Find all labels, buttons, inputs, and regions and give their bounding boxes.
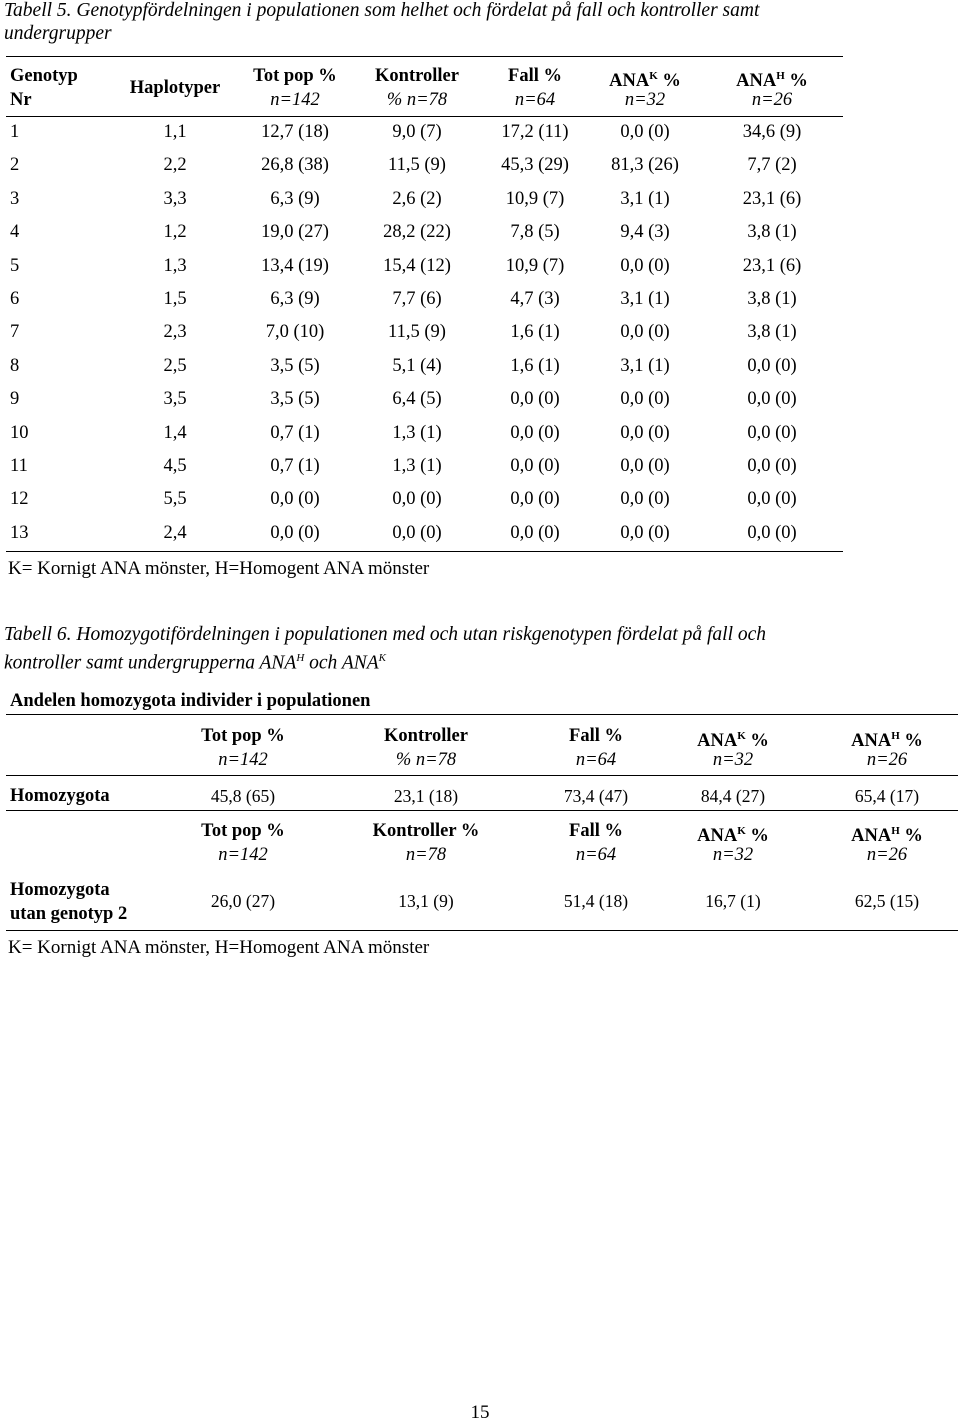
table5-cell-ana-h: 7,7 (2) <box>747 155 797 176</box>
table5-cell-nr: 4 <box>10 222 20 243</box>
table6-h2-totpop-n: n=142 <box>218 845 268 865</box>
table5-cell-ana-k: 0,0 (0) <box>620 456 670 476</box>
table6-h1-ana-k: $ANA^K$ % <box>697 730 769 752</box>
table5-footnote: K= Kornigt ANA mönster, H=Homogent ANA mönster <box>8 558 430 579</box>
table6-section-title: Andelen homozygota individer i populationen <box>10 691 371 711</box>
table5-header-totpop: Tot pop % <box>253 66 337 86</box>
table5-cell-nr: 7 <box>10 322 20 343</box>
table5-cell-kontroller: 28,2 (22) <box>383 222 451 243</box>
table5-cell-fall: 10,9 (7) <box>505 188 565 209</box>
table5-cell-fall: 1,6 (1) <box>510 355 560 376</box>
table5-cell-ana-h: 3,8 (1) <box>747 222 797 243</box>
table5-cell-nr: 3 <box>10 188 20 209</box>
table5-cell-fall: 0,0 (0) <box>510 489 560 510</box>
table5-cell-ana-h: 0,0 (0) <box>747 422 797 443</box>
table6-row2-totpop: 26,0 (27) <box>210 891 276 911</box>
table6-row1-totpop: 45,8 (65) <box>210 786 276 806</box>
table6-row1-kontroller: 23,1 (18) <box>393 786 459 806</box>
table5-cell-fall: 17,2 (11) <box>501 122 569 142</box>
table6-h1-kontroller-n: % n=78 <box>395 750 457 770</box>
table5-cell-fall: 0,0 (0) <box>510 389 560 410</box>
table5-cell-kontroller: 7,7 (6) <box>392 289 442 309</box>
table6-footnote: K= Kornigt ANA mönster, H=Homogent ANA mönster <box>8 937 430 958</box>
table5-header-ana-k-n: n=32 <box>624 90 666 110</box>
table5-cell-fall: 0,0 (0) <box>510 456 560 476</box>
table5-cell-ana-h: 34,6 (9) <box>742 122 802 142</box>
table6-row1-fall: 73,4 (47) <box>563 786 629 806</box>
table5-cell-fall: 0,0 (0) <box>510 422 560 443</box>
table6-top-rule <box>6 714 958 715</box>
table6-h1-totpop: Tot pop % <box>201 726 285 746</box>
table5-cell-ana-k: 0,0 (0) <box>620 522 670 543</box>
table5-caption-line2: undergrupper <box>4 23 112 44</box>
table5-header-ana-k: $ANA^K$ % <box>609 70 681 92</box>
table5-cell-ana-h: 3,8 (1) <box>747 322 797 343</box>
table5-cell-kontroller: 6,4 (5) <box>392 389 442 410</box>
table6-h1-kontroller: Kontroller <box>384 726 468 746</box>
table5-header-nr: Nr <box>10 90 32 110</box>
table5-cell-fall: 45,3 (29) <box>501 155 569 176</box>
page-number: 15 <box>470 1402 490 1423</box>
table5-cell-fall: 0,0 (0) <box>510 522 560 543</box>
table5-cell-nr: 13 <box>10 522 29 543</box>
table6-row1-label: Homozygota <box>10 786 110 806</box>
table5-cell-ana-k: 0,0 (0) <box>620 389 670 410</box>
table5-cell-haplotyp: 1,5 <box>163 289 187 309</box>
table5-cell-totpop: 6,3 (9) <box>270 188 320 209</box>
table5-cell-totpop: 0,0 (0) <box>270 522 320 543</box>
table5-header-ana-h: $ANA^H$ % <box>736 70 808 92</box>
table5-header-totpop-n: n=142 <box>270 90 320 110</box>
table5-cell-haplotyp: 1,2 <box>163 222 187 243</box>
table5-cell-ana-h: 0,0 (0) <box>747 389 797 410</box>
table5-cell-nr: 5 <box>10 255 20 276</box>
table6-h2-ana-h: $ANA^H$ % <box>851 825 923 847</box>
table5-cell-totpop: 13,4 (19) <box>261 255 329 276</box>
table5-cell-nr: 2 <box>10 155 20 176</box>
table6-row2-ana-h: 62,5 (15) <box>854 891 920 911</box>
table5-cell-fall: 10,9 (7) <box>505 255 565 276</box>
table5-cell-haplotyp: 3,3 <box>163 188 187 209</box>
table5-cell-kontroller: 0,0 (0) <box>392 489 442 510</box>
table5-cell-ana-k: 81,3 (26) <box>611 155 679 176</box>
table5-cell-nr: 12 <box>10 489 29 510</box>
table5-cell-fall: 4,7 (3) <box>510 289 560 309</box>
table5-cell-haplotyp: 1,3 <box>163 255 187 276</box>
table5-cell-totpop: 0,0 (0) <box>270 489 320 510</box>
table6-h2-kontroller: Kontroller % <box>372 821 480 841</box>
table6-h2-fall-n: n=64 <box>575 845 617 865</box>
table5-cell-ana-h: 3,8 (1) <box>747 289 797 309</box>
table6-row2-ana-k: 16,7 (1) <box>705 891 761 911</box>
table6-h1-fall: Fall % <box>569 726 623 746</box>
table6-row2-fall: 51,4 (18) <box>563 891 629 911</box>
table5-cell-kontroller: 9,0 (7) <box>392 122 442 142</box>
table5-cell-haplotyp: 5,5 <box>163 489 187 510</box>
table5-cell-totpop: 12,7 (18) <box>261 122 329 142</box>
table5-top-rule <box>6 56 843 57</box>
table5-cell-kontroller: 5,1 (4) <box>392 355 442 376</box>
table6-row1-rule <box>6 810 958 811</box>
table5-cell-nr: 9 <box>10 389 20 410</box>
table5-cell-ana-k: 0,0 (0) <box>620 422 670 443</box>
table6-h2-ana-h-n: n=26 <box>866 845 908 865</box>
table5-cell-totpop: 26,8 (38) <box>261 155 329 176</box>
table5-cell-haplotyp: 2,5 <box>163 355 187 376</box>
table5-cell-kontroller: 0,0 (0) <box>392 522 442 543</box>
table5-cell-ana-k: 3,1 (1) <box>620 355 670 376</box>
table5-header-kontroller-n: % n=78 <box>386 90 448 110</box>
table5-cell-totpop: 0,7 (1) <box>270 422 320 443</box>
table5-cell-ana-h: 0,0 (0) <box>747 456 797 476</box>
table6-caption-line2: kontroller samt undergrupperna $ANA^H$ och $ANA^K$ <box>4 652 386 674</box>
table5-cell-ana-k: 0,0 (0) <box>620 255 670 276</box>
table6-bottom-rule <box>6 930 958 931</box>
table5-cell-nr: 10 <box>10 422 29 443</box>
table6-row2-label-line1: Homozygota <box>10 880 110 900</box>
table5-cell-ana-h: 0,0 (0) <box>747 522 797 543</box>
table5-cell-nr: 8 <box>10 355 20 376</box>
table5-cell-ana-k: 0,0 (0) <box>620 489 670 510</box>
table5-bottom-rule <box>6 551 843 552</box>
table5-cell-ana-h: 23,1 (6) <box>742 255 802 276</box>
table6-row1-ana-k: 84,4 (27) <box>700 786 766 806</box>
table6-h2-totpop: Tot pop % <box>201 821 285 841</box>
table5-cell-kontroller: 1,3 (1) <box>392 422 442 443</box>
table5-cell-haplotyp: 3,5 <box>163 389 187 410</box>
table5-header-haplotyper: Haplotyper <box>129 78 221 98</box>
table6-h2-ana-k-n: n=32 <box>712 845 754 865</box>
table5-cell-kontroller: 1,3 (1) <box>392 456 442 476</box>
table5-cell-kontroller: 15,4 (12) <box>383 255 451 276</box>
table5-cell-ana-k: 3,1 (1) <box>620 289 670 309</box>
table5-cell-haplotyp: 1,4 <box>163 422 187 443</box>
table6-caption-line1: Tabell 6. Homozygotifördelningen i populationen med och utan riskgenotypen fördelat på fall och <box>4 624 767 645</box>
table5-cell-ana-h: 0,0 (0) <box>747 489 797 510</box>
table5-cell-fall: 7,8 (5) <box>510 222 560 243</box>
table5-cell-totpop: 7,0 (10) <box>265 322 325 343</box>
table5-header-fall-n: n=64 <box>514 90 556 110</box>
table5-header-kontroller: Kontroller <box>375 66 459 86</box>
table5-cell-ana-h: 23,1 (6) <box>742 188 802 209</box>
table5-cell-haplotyp: 4,5 <box>163 456 187 476</box>
table5-cell-kontroller: 11,5 (9) <box>388 155 446 176</box>
table6-h2-fall: Fall % <box>569 821 623 841</box>
table5-cell-ana-k: 0,0 (0) <box>620 122 670 142</box>
table6-row2-label-line2: utan genotyp 2 <box>10 904 128 924</box>
table5-caption-line1: Tabell 5. Genotypfördelningen i populationen som helhet och fördelat på fall och kontroller samt <box>4 0 760 21</box>
table5-cell-haplotyp: 2,4 <box>163 522 187 543</box>
table5-header-rule <box>6 116 843 117</box>
table5-cell-kontroller: 2,6 (2) <box>392 188 442 209</box>
table5-cell-totpop: 19,0 (27) <box>261 222 329 243</box>
table6-row2-kontroller: 13,1 (9) <box>398 891 454 911</box>
table6-h1-ana-h: $ANA^H$ % <box>851 730 923 752</box>
table6-row1-ana-h: 65,4 (17) <box>854 786 920 806</box>
table5-cell-fall: 1,6 (1) <box>510 322 560 343</box>
table5-cell-haplotyp: 2,2 <box>163 155 187 176</box>
table5-cell-haplotyp: 2,3 <box>163 322 187 343</box>
table5-cell-totpop: 6,3 (9) <box>270 289 320 309</box>
table6-h1-ana-k-n: n=32 <box>712 750 754 770</box>
table5-cell-totpop: 3,5 (5) <box>270 355 320 376</box>
table6-h2-kontroller-n: n=78 <box>405 845 447 865</box>
table6-h1-fall-n: n=64 <box>575 750 617 770</box>
table5-cell-nr: 1 <box>10 122 20 142</box>
table5-cell-haplotyp: 1,1 <box>163 122 187 142</box>
table5-header-fall: Fall % <box>508 66 562 86</box>
table6-header1-rule <box>6 775 958 776</box>
table5-header-genotyp: Genotyp <box>10 66 78 86</box>
table5-cell-kontroller: 11,5 (9) <box>388 322 446 343</box>
table5-cell-ana-k: 9,4 (3) <box>620 222 670 243</box>
table6-h1-ana-h-n: n=26 <box>866 750 908 770</box>
table5-cell-nr: 11 <box>10 456 28 476</box>
table5-cell-nr: 6 <box>10 289 20 309</box>
table6-h2-ana-k: $ANA^K$ % <box>697 825 769 847</box>
table5-cell-totpop: 3,5 (5) <box>270 389 320 410</box>
table5-cell-ana-k: 3,1 (1) <box>620 188 670 209</box>
table6-h1-totpop-n: n=142 <box>218 750 268 770</box>
table5-cell-ana-h: 0,0 (0) <box>747 355 797 376</box>
table5-cell-totpop: 0,7 (1) <box>270 456 320 476</box>
table5-cell-ana-k: 0,0 (0) <box>620 322 670 343</box>
table5-header-ana-h-n: n=26 <box>751 90 793 110</box>
